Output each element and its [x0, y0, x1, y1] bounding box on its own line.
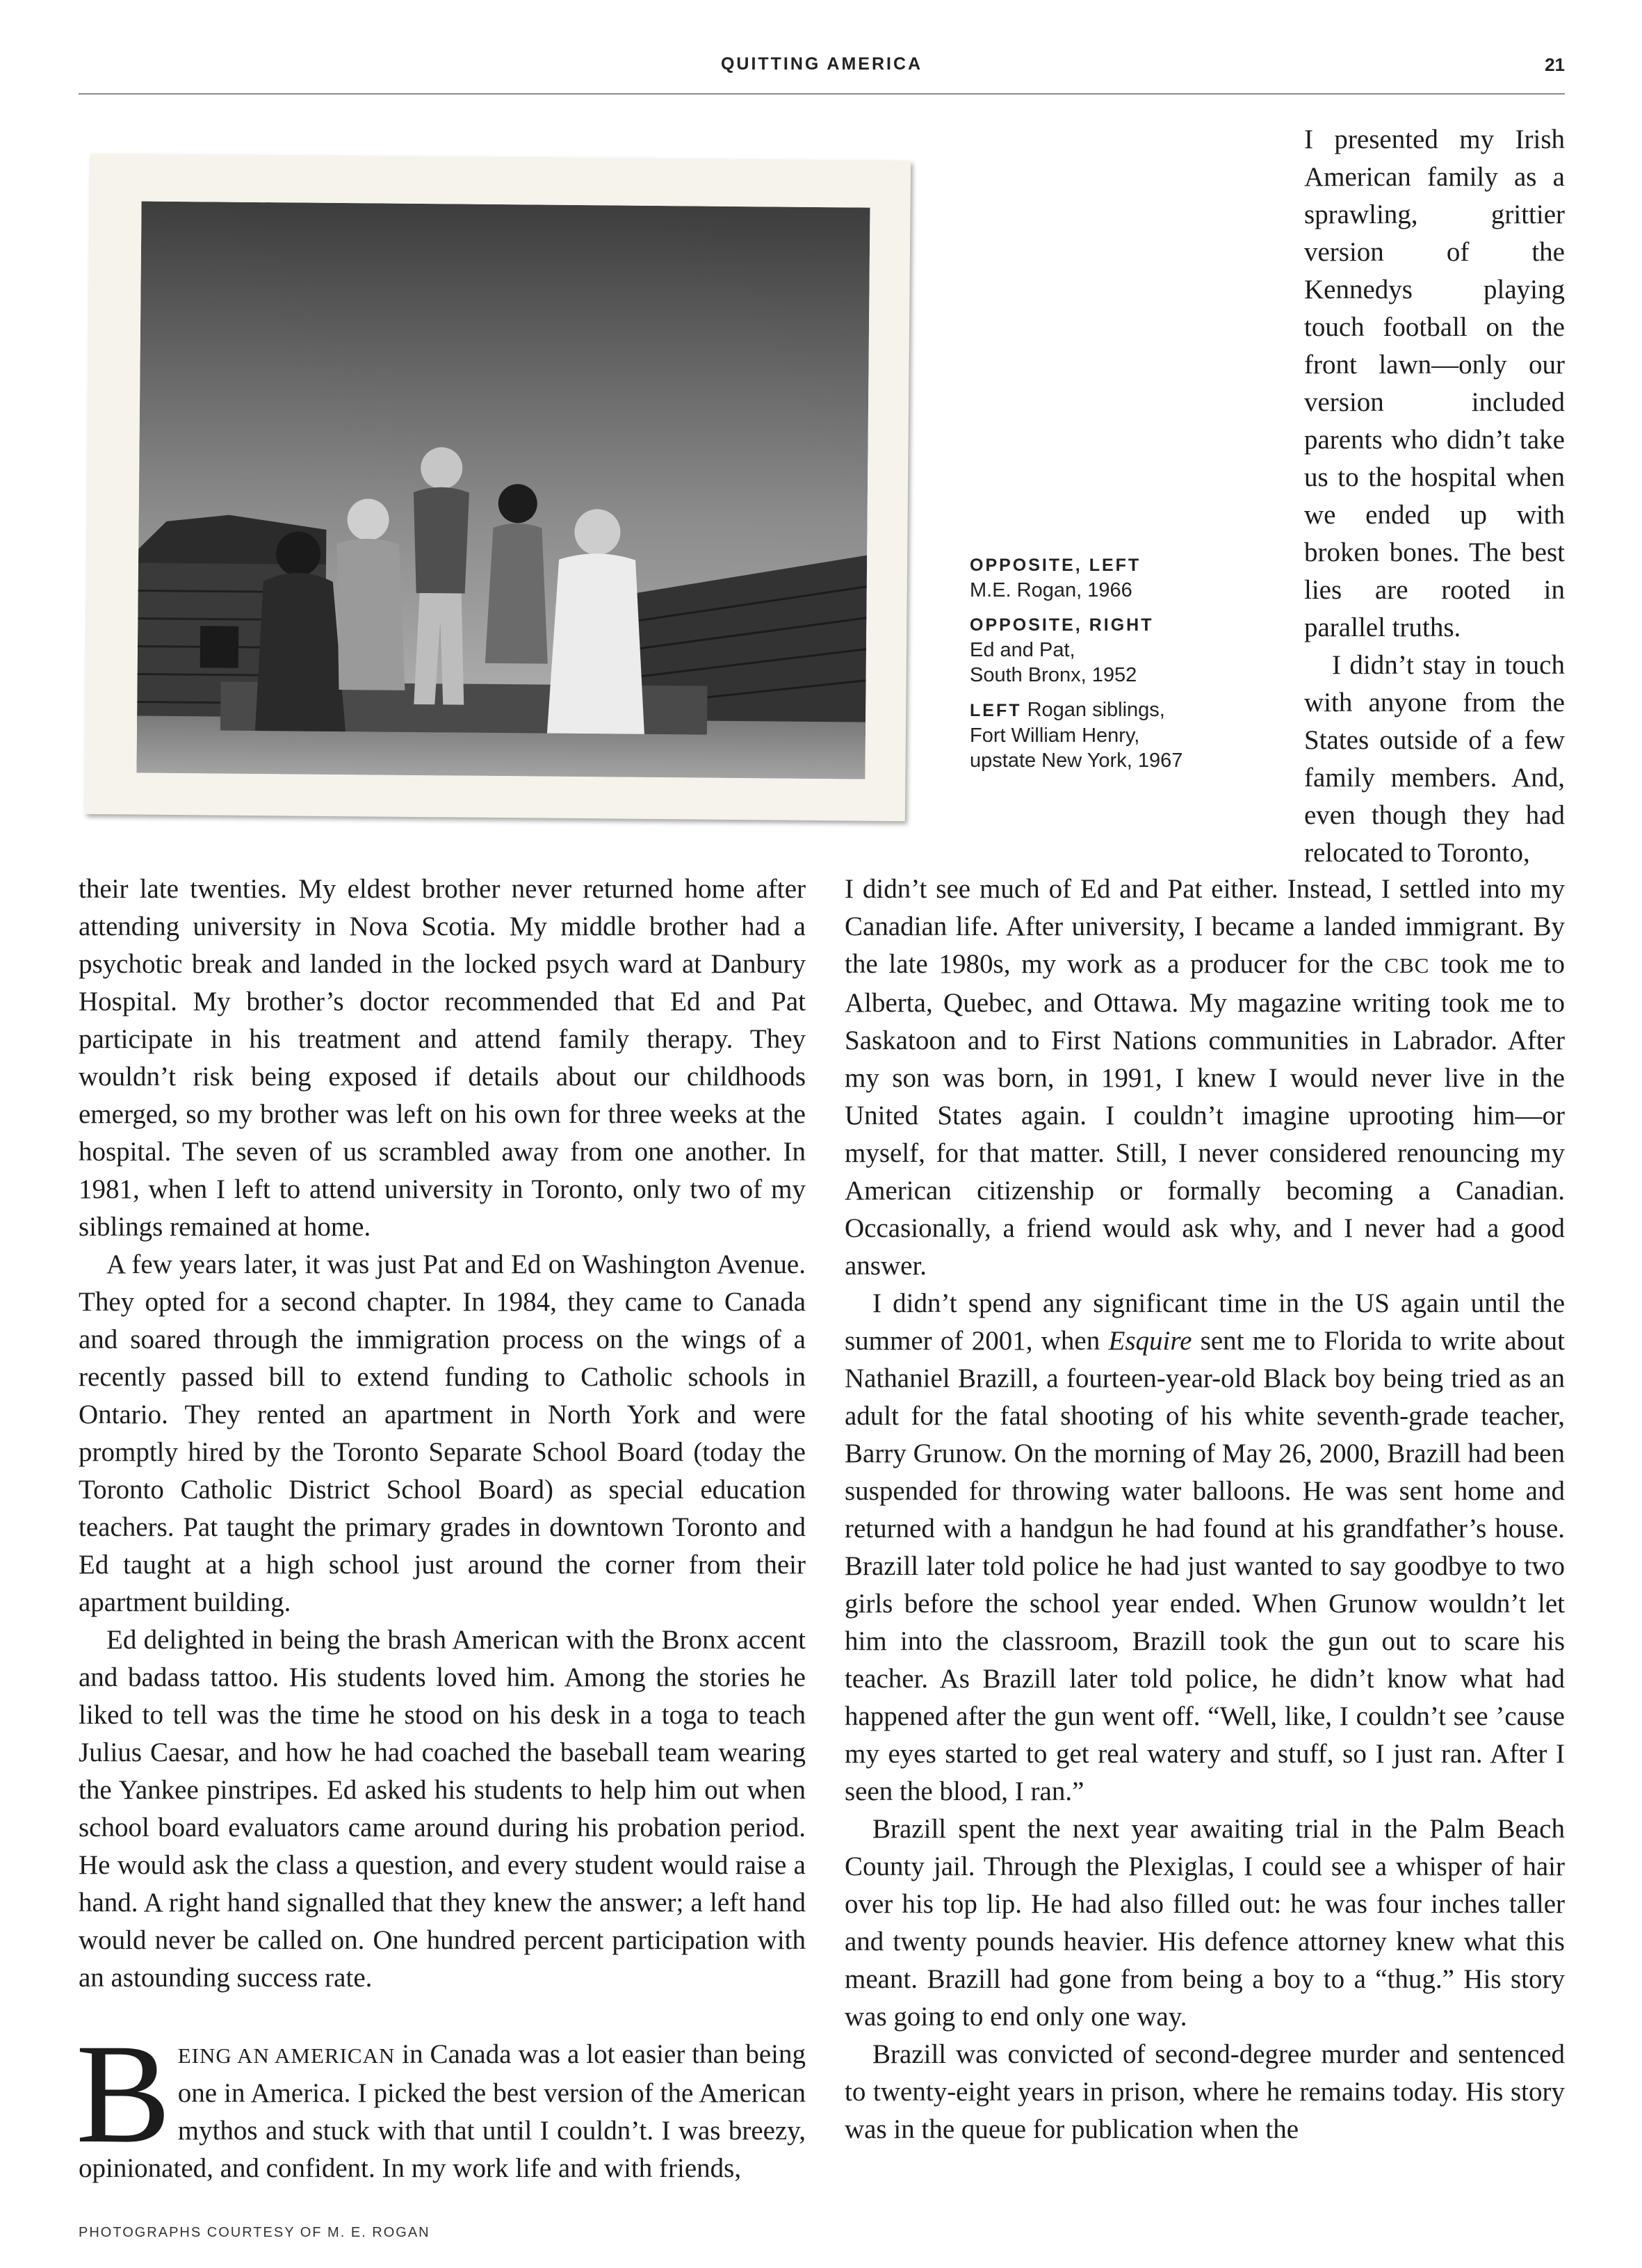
paragraph-text: I didn’t see much of Ed and Pat either. Instead, I settled into my Canadian life. After university, I became a landed immigrant. By the late 1980s, my work as a producer for the [845, 874, 1565, 979]
article-column-right [845, 870, 1565, 2148]
caption-line: South Bronx, 1952 [970, 664, 1137, 686]
caption-first-line [970, 697, 1248, 723]
page-number: 21 [1545, 54, 1565, 75]
paragraph-text: I didn’t spend any significant time in the US again until the summer of 2001, when [845, 1288, 1565, 1356]
article-column-top [1304, 121, 1565, 872]
photo-credit: PHOTOGRAPHS COURTESY OF M. E. ROGAN [79, 2225, 430, 2240]
running-head: QUITTING AMERICA [720, 54, 923, 74]
paragraph [845, 870, 1565, 1285]
caption-line: Rogan siblings, [1027, 699, 1165, 721]
paragraph-text: in Canada was a lot easier than being one in America. I picked the best version of the American mythos and stuck with that until I couldn’t. I was breezy, opinionated, and confident. In my work life and with friends, [79, 2039, 806, 2183]
paragraph: I presented my Irish American family as a sprawling, grittier version of the Kennedys playing touch football on the front lawn—only our version included parents who didn’t take us to the hospital when we ended up with broken bones. The best lies are rooted in parallel truths. [1304, 124, 1565, 642]
caption-left [970, 697, 1248, 773]
paragraph: Brazill was convicted of second-degree murder and sentenced to twenty-eight years in prison, where he remains today. His story was in the queue for publication when the [845, 2039, 1565, 2144]
paragraph: I didn’t stay in touch with anyone from the States outside of a few family members. And, even though they had relocated to Toronto, [1304, 650, 1565, 868]
caption-line: upstate New York, 1967 [970, 750, 1183, 772]
caption-opposite-right [970, 613, 1248, 688]
paragraph-text: sent me to Florida to write about Nathaniel Brazill, a fourteen-year-old Black boy being tried as an adult for the fatal shooting of his white seventh-grade teacher, Barry Grunow. On the morning of May 26, 2000, Brazill had been suspended for throwing water balloons. He was sent home and returned with a handgun he had found at his grandfather’s house. Brazill later told police he had just wanted to say goodbye to two girls before the school year ended. When Grunow wouldn’t let him into the classroom, Brazill took the gun out to scare his teacher. As Brazill later told police, he didn’t know what had happened after the gun went off. “Well, like, I couldn’t see ’cause my eyes started to get real watery and stuff, so I just ran. After I seen the blood, I ran.” [845, 1326, 1566, 1806]
paragraph-text: took me to Alberta, Quebec, and Ottawa. My magazine writing took me to Saskatoon and to First Nations communities in Labrador. After my son was born, in 1991, I knew I would never live in the United States again. I couldn’t imagine uprooting him—or myself, for that matter. Still, I never considered renouncing my American citizenship or formally becoming a Canadian. Occasionally, a friend would ask why, and I never had a good answer. [845, 949, 1565, 1281]
family-photograph [85, 154, 911, 821]
caption-label: LEFT [970, 701, 1022, 720]
paragraph: their late twenties. My eldest brother never returned home after attending university in Nova Scotia. My middle brother had a psychotic break and landed in the locked psych ward at Danbury Hospital. My brother’s doctor recommended that Ed and Pat participate in his treatment and attend family therapy. They wouldn’t risk being exposed if details about our childhoods emerged, so my brother was left on his own for three weeks at the hospital. The seven of us scrambled away from one another. In 1981, when I left to attend university in Toronto, only two of my siblings remained at home. [79, 874, 806, 1242]
caption-label: OPPOSITE, RIGHT [970, 615, 1154, 635]
page-header [79, 54, 1565, 95]
photograph-image [136, 202, 870, 779]
small-caps-lead: EING AN AMERICAN [177, 2043, 396, 2068]
caption-line: M.E. Rogan, 1966 [970, 579, 1132, 601]
caption-line: Fort William Henry, [970, 724, 1140, 747]
paragraph [845, 1285, 1565, 1811]
cbc-acronym: CBC [1384, 953, 1430, 978]
article-column-left [76, 870, 806, 2187]
section-opening-paragraph [76, 2015, 806, 2187]
caption-line: Ed and Pat, [970, 639, 1075, 661]
paragraph: Brazill spent the next year awaiting trial in the Palm Beach County jail. Through the Plexiglas, I could see a whisper of hair over his top lip. He had also filled out: he was four inches taller and twenty pounds heavier. His defence attorney knew what this meant. Brazill had gone from being a boy to a “thug.” His story was going to end only one way. [845, 1814, 1565, 2032]
paragraph: A few years later, it was just Pat and Ed on Washington Avenue. They opted for a second chapter. In 1984, they came to Canada and soared through the immigration process on the wings of a recently passed bill to extend funding to Catholic schools in Ontario. They rented an apartment in North York and were promptly hired by the Toronto Separate School Board (today the Toronto Catholic District School Board) as special education teachers. Pat taught the primary grades in downtown Toronto and Ed taught at a high school just around the corner from their apartment building. [79, 1249, 806, 1617]
paragraph: Ed delighted in being the brash American with the Bronx accent and badass tattoo. His students loved him. Among the stories he liked to tell was the time he stood on his desk in a toga to teach Julius Caesar, and how he had coached the baseball team wearing the Yankee pinstripes. Ed asked his students to help him out when school board evaluators came around during his probation period. He would ask the class a question, and every student would raise a hand. A right hand signalled that they knew the answer; a left hand would never be called on. One hundred percent participation with an astounding success rate. [79, 1625, 806, 1993]
photo-scene [136, 202, 870, 779]
publication-title: Esquire [1108, 1326, 1192, 1356]
caption-opposite-left [970, 553, 1248, 603]
drop-cap: B [76, 2015, 171, 2173]
photo-captions [970, 553, 1248, 783]
caption-label: OPPOSITE, LEFT [970, 556, 1141, 575]
